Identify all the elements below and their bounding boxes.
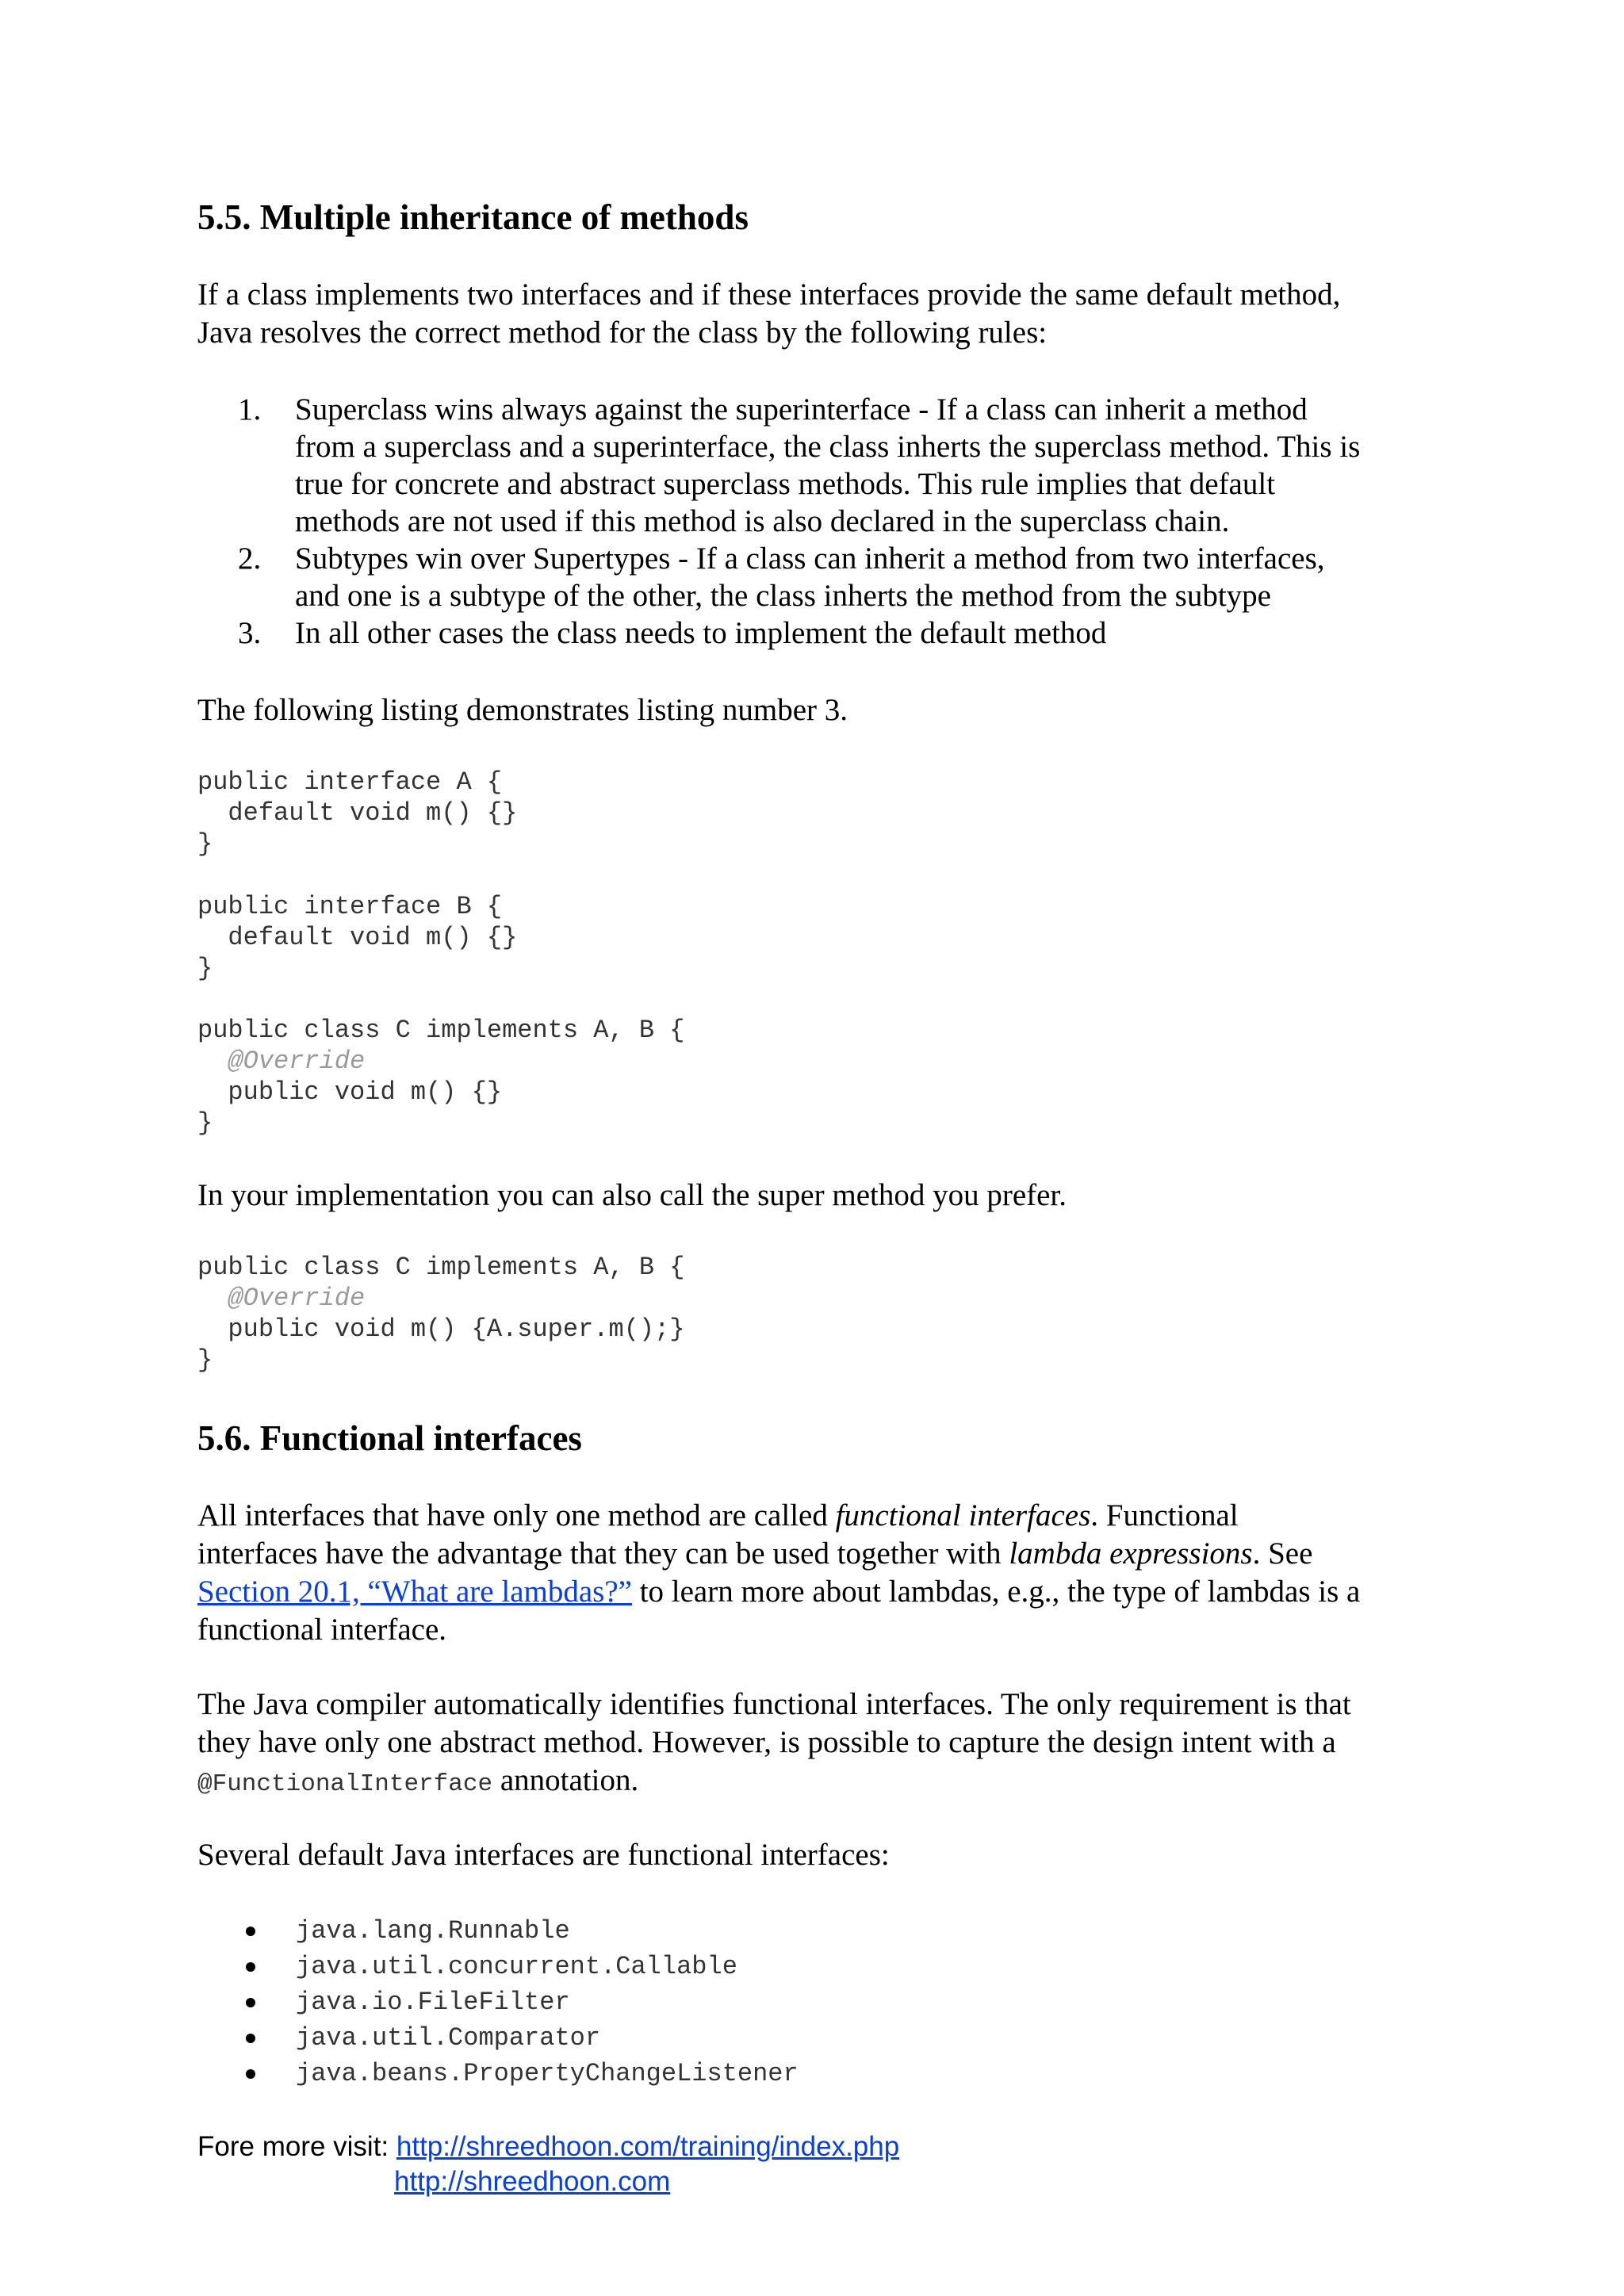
- training-link[interactable]: http://shreedhoon.com/training/index.php: [396, 2131, 900, 2162]
- rule-1-line-3: true for concrete and abstract superclass methods. This rule implies that default: [295, 467, 1276, 501]
- code-line: default void m() {}: [197, 923, 518, 952]
- code-annotation: @Override: [197, 1284, 366, 1313]
- footer: [197, 2130, 899, 2164]
- text-run: interfaces have the advantage that they can be used together with: [197, 1536, 1009, 1571]
- footer-second-line: [394, 2164, 670, 2199]
- code-block-class-c: [197, 1015, 685, 1138]
- intro-paragraph: [197, 276, 1434, 352]
- code-annotation: @Override: [197, 1047, 366, 1076]
- code-line: }: [197, 954, 213, 983]
- rule-1-line-4: methods are not used if this method is also declared in the superclass chain.: [295, 504, 1230, 538]
- rule-number: 2.: [238, 541, 262, 576]
- list-item-text: java.io.FileFilter: [296, 1988, 570, 2017]
- list-item-text: java.util.Comparator: [296, 2023, 601, 2053]
- code-line: default void m() {}: [197, 798, 518, 828]
- paragraph-line: [197, 1497, 1434, 1535]
- text-run: to learn more about lambdas, e.g., the type of lambdas is a: [631, 1575, 1361, 1609]
- bullet-icon: [246, 2034, 255, 2043]
- text-run: All interfaces that have only one method are called: [197, 1498, 836, 1533]
- rule-2-line-2: and one is a subtype of the other, the class inherts the method from the subtype: [295, 579, 1271, 613]
- rule-number: 1.: [238, 392, 262, 427]
- text-run: . Functional: [1090, 1498, 1239, 1533]
- default-interfaces-intro: Several default Java interfaces are functional interfaces:: [197, 1838, 890, 1872]
- text-run: . See: [1252, 1536, 1313, 1571]
- listing-intro: The following listing demonstrates listing number 3.: [197, 693, 848, 727]
- intro-line-1: If a class implements two interfaces and if these interfaces provide the same default method,: [197, 277, 1341, 312]
- super-method-intro: In your implementation you can also call the super method you prefer.: [197, 1178, 1067, 1212]
- bullet-icon: [246, 1962, 255, 1972]
- code-line: public interface A {: [197, 767, 503, 797]
- paragraph-line: [197, 1762, 1434, 1804]
- homepage-link[interactable]: http://shreedhoon.com: [394, 2166, 671, 2197]
- emphasis-functional-interfaces: functional interfaces: [835, 1498, 1091, 1533]
- code-line: public void m() {}: [197, 1077, 503, 1107]
- code-line: public class C implements A, B {: [197, 1253, 685, 1282]
- rule-3-line-1: In all other cases the class needs to implement the default method: [295, 616, 1107, 650]
- paragraph-line: [197, 1535, 1434, 1573]
- bullet-icon: [246, 1927, 255, 1936]
- compiler-paragraph: [197, 1686, 1434, 1804]
- rule-1-line-2: from a superclass and a superinterface, the class inherts the superclass method. This is: [295, 430, 1361, 464]
- paragraph-line: The Java compiler automatically identifies functional interfaces. The only requirement is that: [197, 1687, 1351, 1721]
- code-line: public void m() {A.super.m();}: [197, 1314, 685, 1344]
- list-item-text: java.util.concurrent.Callable: [296, 1952, 737, 1981]
- section-heading-5-6: 5.6. Functional interfaces: [197, 1418, 582, 1458]
- code-block-interface-b: [197, 891, 517, 984]
- functional-interfaces-paragraph: [197, 1497, 1434, 1649]
- code-line: public class C implements A, B {: [197, 1016, 685, 1045]
- rule-number: 3.: [238, 616, 262, 650]
- text-run: annotation.: [492, 1763, 639, 1797]
- functional-interface-annotation: @FunctionalInterface: [197, 1770, 493, 1798]
- footer-label: Fore more visit:: [197, 2131, 396, 2162]
- code-line: }: [197, 829, 213, 859]
- paragraph-line: they have only one abstract method. However, is possible to capture the design intent with a: [197, 1725, 1336, 1759]
- emphasis-lambda-expressions: lambda expressions: [1009, 1536, 1253, 1571]
- code-line: }: [197, 1108, 213, 1138]
- list-item-text: java.beans.PropertyChangeListener: [296, 2059, 799, 2088]
- bullet-icon: [246, 1998, 255, 2007]
- section-heading-5-5: 5.5. Multiple inheritance of methods: [197, 197, 749, 237]
- intro-line-2: Java resolves the correct method for the class by the following rules:: [197, 316, 1048, 350]
- code-block-class-c-super: [197, 1252, 685, 1376]
- paragraph-line: [197, 1573, 1434, 1611]
- rule-2-line-1: Subtypes win over Supertypes - If a class can inherit a method from two interfaces,: [295, 541, 1325, 576]
- paragraph-line: functional interface.: [197, 1613, 446, 1647]
- list-item-text: java.lang.Runnable: [296, 1916, 570, 1946]
- code-block-interface-a: [197, 767, 517, 859]
- section-20-1-link[interactable]: Section 20.1, “What are lambdas?”: [197, 1575, 632, 1609]
- code-line: public interface B {: [197, 892, 503, 921]
- bullet-icon: [246, 2069, 255, 2079]
- rule-1-line-1: Superclass wins always against the superinterface - If a class can inherit a method: [295, 392, 1308, 427]
- code-line: }: [197, 1345, 213, 1375]
